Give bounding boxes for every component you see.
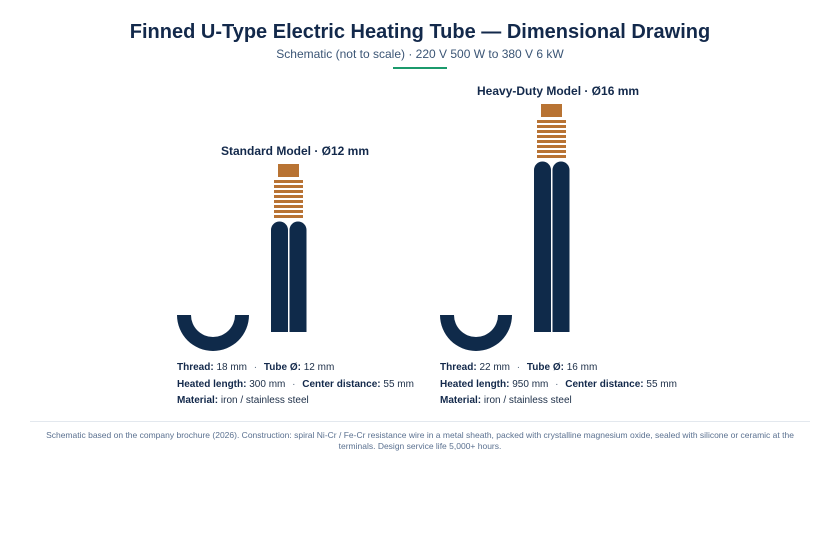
tube-diameter-label: Tube Ø: (526, 362, 564, 373)
spec-row-thread-tube (440, 360, 677, 377)
tube-diameter-value: 16 mm (566, 362, 598, 373)
heavy-duty-tube-leg-right (553, 162, 570, 333)
thread-value: 18 mm (216, 362, 248, 373)
thread-value: 22 mm (479, 362, 511, 373)
center-distance-value: 55 mm (383, 378, 414, 390)
heavy-duty-terminal-cap (541, 104, 562, 117)
separator: · (292, 378, 296, 390)
tube-diameter-label: Tube Ø: (263, 362, 301, 373)
tube-diameter-value: 12 mm (303, 362, 335, 373)
heavy-duty-u-bend (440, 315, 512, 351)
heavy-duty-tube-leg-left (534, 162, 551, 333)
standard-model-diagram (177, 164, 307, 351)
separator: · (555, 378, 559, 390)
standard-tube-leg-left (271, 222, 288, 332)
heavy-duty-model-label: Heavy-Duty Model · Ø16 mm (477, 84, 640, 98)
center-distance-label: Center distance: (302, 378, 381, 390)
center-distance-value: 55 mm (646, 378, 677, 390)
thread-label: Thread: (440, 362, 477, 373)
heavy-duty-model-diagram (440, 104, 570, 351)
spec-row-heated-center (177, 377, 414, 394)
heated-length-label: Heated length: (440, 378, 510, 390)
material-label: Material: (177, 395, 219, 406)
spec-row-heated-center (440, 377, 677, 394)
standard-tube-leg-right (290, 222, 307, 332)
standard-thread-fins (274, 180, 303, 218)
separator: · (516, 362, 521, 373)
heated-length-label: Heated length: (177, 378, 247, 390)
standard-model-label: Standard Model · Ø12 mm (221, 144, 370, 158)
heated-length-value: 300 mm (249, 378, 286, 390)
thread-label: Thread: (177, 362, 214, 373)
center-distance-label: Center distance: (565, 378, 644, 390)
spec-row-thread-tube (177, 360, 414, 377)
page-subtitle: Schematic (not to scale) · 220 V 500 W to 380 V 6 kW (276, 47, 564, 61)
material-value: iron / stainless steel (483, 395, 572, 406)
standard-model-specs (177, 360, 414, 410)
material-label: Material: (440, 395, 482, 406)
spec-row-material (440, 393, 677, 410)
heavy-duty-model-specs (440, 360, 677, 410)
page-title: Finned U-Type Electric Heating Tube — Dimensional Drawing (129, 21, 711, 43)
material-value: iron / stainless steel (220, 395, 309, 406)
standard-u-bend (177, 315, 249, 351)
standard-terminal-cap (278, 164, 299, 177)
heavy-duty-thread-fins (537, 120, 566, 158)
footer-divider (30, 421, 810, 422)
spec-row-material (177, 393, 414, 410)
footnote: Schematic based on the company brochure (2026). Construction: spiral Ni-Cr / Fe-Cr resistance wire in a metal sheath, packed with crystalline magnesium oxide, sealed with silicone or ceramic at the terminals. Design service life 5,000+ hours. (46, 430, 794, 451)
separator: · (253, 362, 258, 373)
heated-length-value: 950 mm (512, 378, 549, 390)
